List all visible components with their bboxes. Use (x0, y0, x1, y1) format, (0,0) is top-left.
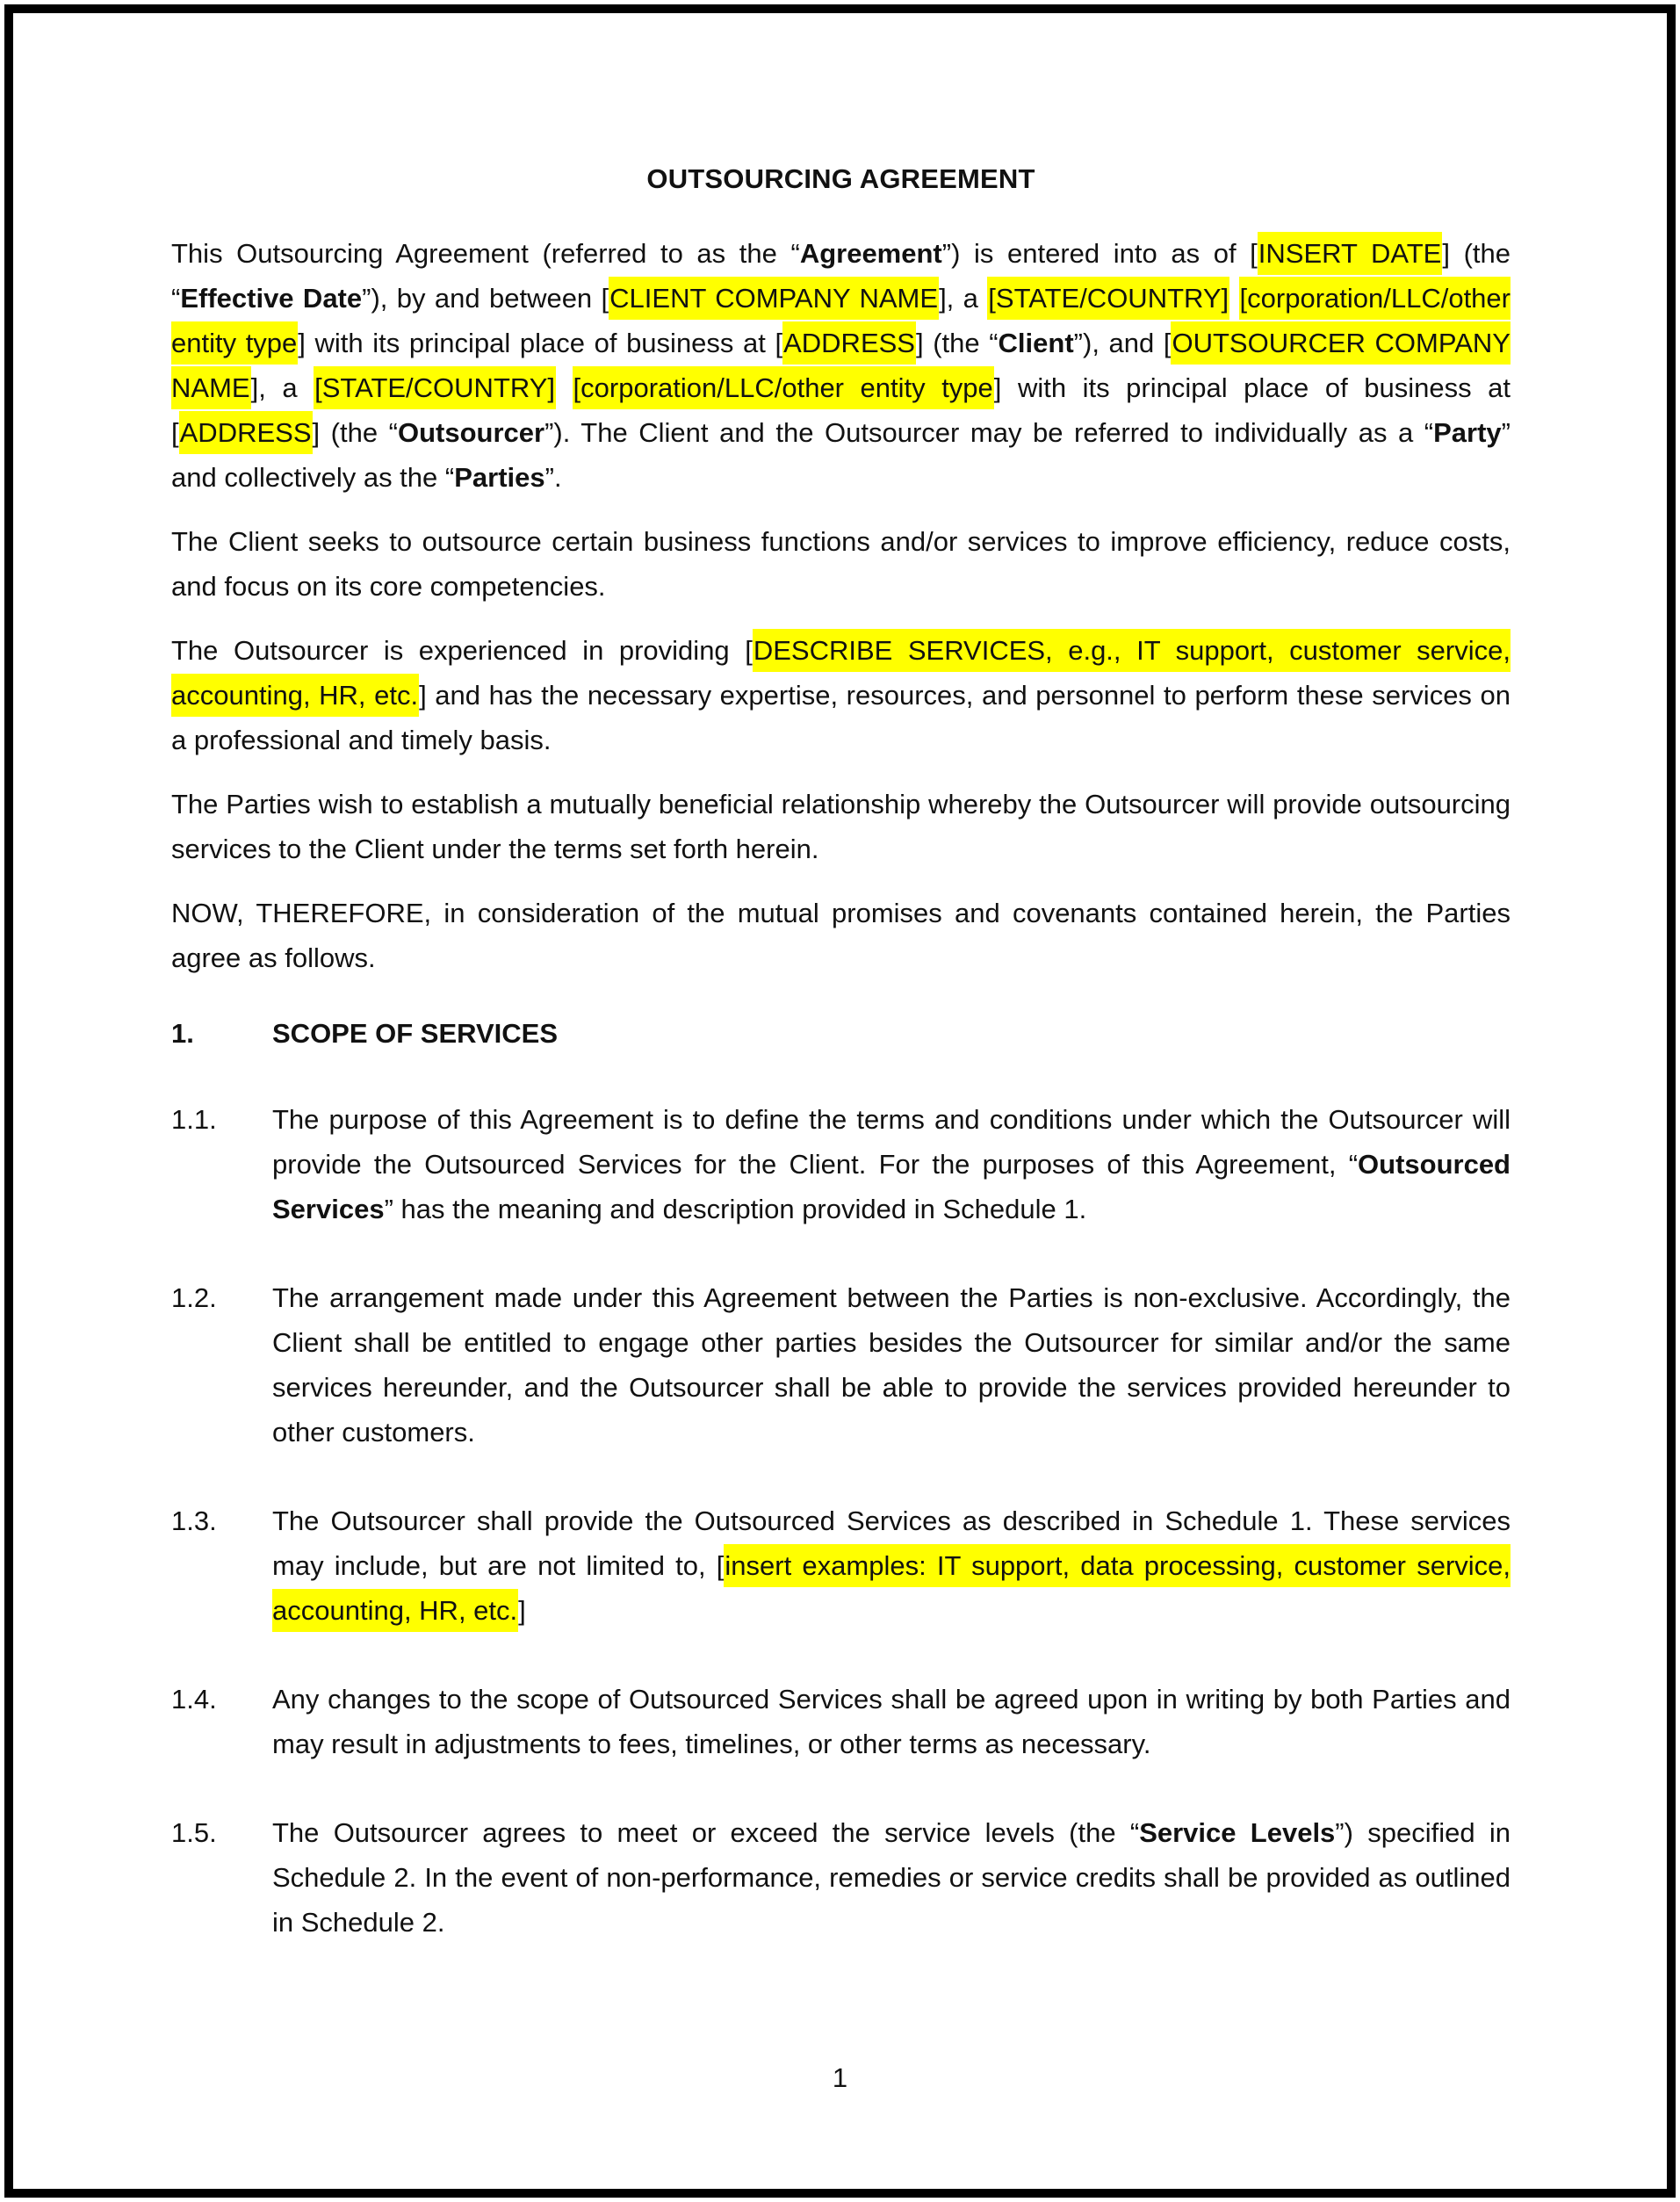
text-run: This Outsourcing Agreement (referred to as the “ (171, 238, 800, 269)
document-page-frame (4, 4, 1676, 2198)
section-number: 1.1. (171, 1104, 217, 1135)
bold-term: Party (1433, 417, 1502, 448)
text-run: ” and collectively as the “ (171, 417, 1511, 493)
numbered-section (171, 1677, 1511, 1766)
highlighted-placeholder: ADDRESS (179, 411, 313, 454)
document-title: OUTSOURCING AGREEMENT (646, 163, 1035, 194)
section-heading (171, 1011, 1511, 1056)
section-number: 1.2. (171, 1282, 217, 1313)
highlighted-placeholder: [STATE/COUNTRY] (987, 277, 1229, 320)
section-heading-title: SCOPE OF SERVICES (272, 1018, 559, 1049)
bold-term: Service Levels (1139, 1817, 1336, 1848)
section-heading-number: 1. (171, 1018, 194, 1049)
text-run: ”), and [ (1073, 328, 1172, 358)
text-run: The Parties wish to establish a mutually beneficial relationship whereby the Outsourcer will provide outsourcing services to the Client under the terms set forth herein. (171, 789, 1511, 864)
text-run: ] (the “ (915, 328, 999, 358)
text-run: ], a (939, 283, 988, 314)
highlighted-placeholder: [corporation/LLC/other entity type (573, 366, 994, 409)
text-run: The arrangement made under this Agreement between the Parties is non-exclusive. Accordingly, the Client shall be entitled to engage other parties besides the Outsourcer for similar and/or the same services hereunder, and the Outsourcer shall be able to provide the services provided hereunder to other customers. (272, 1282, 1511, 1448)
section-text (272, 1275, 1511, 1455)
intro-paragraph (171, 519, 1511, 609)
intro-paragraph (171, 628, 1511, 762)
bold-term: Outsourcer (397, 417, 545, 448)
highlighted-placeholder: ADDRESS (782, 321, 916, 365)
numbered-section (171, 1810, 1511, 1945)
text-run (1229, 283, 1238, 314)
document-content (13, 13, 1667, 1945)
text-run: The Outsourcer is experienced in providing [ (171, 635, 753, 666)
highlighted-placeholder: DESCRIBE SERVICES, e.g., IT support, customer service, accounting, HR, etc. (171, 629, 1511, 717)
text-run: ”) is entered into as of [ (941, 238, 1258, 269)
bold-term: Client (998, 328, 1074, 358)
section-text (272, 1498, 1511, 1633)
text-run: The Client seeks to outsource certain business functions and/or services to improve efficiency, reduce costs, and focus on its core competencies. (171, 526, 1511, 602)
highlighted-placeholder: INSERT DATE (1258, 232, 1443, 275)
highlighted-placeholder: OUTSOURCER COMPANY NAME (171, 321, 1511, 409)
text-run: ”. (544, 462, 562, 493)
bold-term: Parties (454, 462, 545, 493)
text-run: Any changes to the scope of Outsourced Services shall be agreed upon in writing by both Parties and may result in adjustments to fees, timelines, or other terms as necessary. (272, 1684, 1511, 1759)
page-number: 1 (832, 2062, 848, 2093)
text-run: ”), by and between [ (362, 283, 609, 314)
text-run: ” has the meaning and description provided in Schedule 1. (384, 1194, 1087, 1224)
intro-paragraph (171, 231, 1511, 500)
intro-paragraph (171, 891, 1511, 980)
highlighted-placeholder: CLIENT COMPANY NAME (609, 277, 939, 320)
text-run: ”) specified in Schedule 2. In the event of non-performance, remedies or service credits shall be provided as outlined in Schedule 2. (272, 1817, 1511, 1938)
bold-term: Effective Date (180, 283, 363, 314)
section-text (272, 1097, 1511, 1231)
text-run: NOW, THEREFORE, in consideration of the mutual promises and covenants contained herein, the Parties agree as follows. (171, 898, 1511, 973)
text-run: The Outsourcer agrees to meet or exceed the service levels (the “ (272, 1817, 1140, 1848)
highlighted-placeholder: insert examples: IT support, data processing, customer service, accounting, HR, etc. (272, 1544, 1511, 1632)
section-number: 1.5. (171, 1817, 217, 1848)
section-number: 1.4. (171, 1684, 217, 1715)
numbered-section (171, 1498, 1511, 1633)
text-run: ] (the “ (312, 417, 398, 448)
text-run: ] with its principal place of business at [ (298, 328, 783, 358)
highlighted-placeholder: [STATE/COUNTRY] (314, 366, 556, 409)
highlighted-placeholder: [corporation/LLC/other entity type (171, 277, 1511, 365)
bold-term: Agreement (799, 238, 942, 269)
intro-paragraphs (171, 231, 1511, 980)
section-text (272, 1677, 1511, 1766)
text-run: ] (518, 1595, 526, 1626)
numbered-sections (171, 1097, 1511, 1945)
intro-paragraph (171, 782, 1511, 871)
text-run: The purpose of this Agreement is to define the terms and conditions under which the Outsourcer will provide the Outsourced Services for the Client. For the purposes of this Agreement, “ (272, 1104, 1511, 1180)
numbered-section (171, 1097, 1511, 1231)
text-run: The Outsourcer shall provide the Outsourced Services as described in Schedule 1. These services may include, but are not limited to, [ (272, 1505, 1511, 1581)
bold-term: Outsourced Services (272, 1149, 1511, 1224)
text-run: ] and has the necessary expertise, resources, and personnel to perform these services on a professional and timely basis. (171, 680, 1511, 755)
section-text (272, 1810, 1511, 1945)
text-run: ], a (250, 372, 314, 403)
text-run (556, 372, 573, 403)
numbered-section (171, 1275, 1511, 1455)
text-run: ] with its principal place of business at [ (171, 372, 1511, 448)
text-run: ] (the “ (171, 238, 1511, 314)
section-number: 1.3. (171, 1505, 217, 1536)
text-run: ”). The Client and the Outsourcer may be referred to individually as a “ (544, 417, 1434, 448)
